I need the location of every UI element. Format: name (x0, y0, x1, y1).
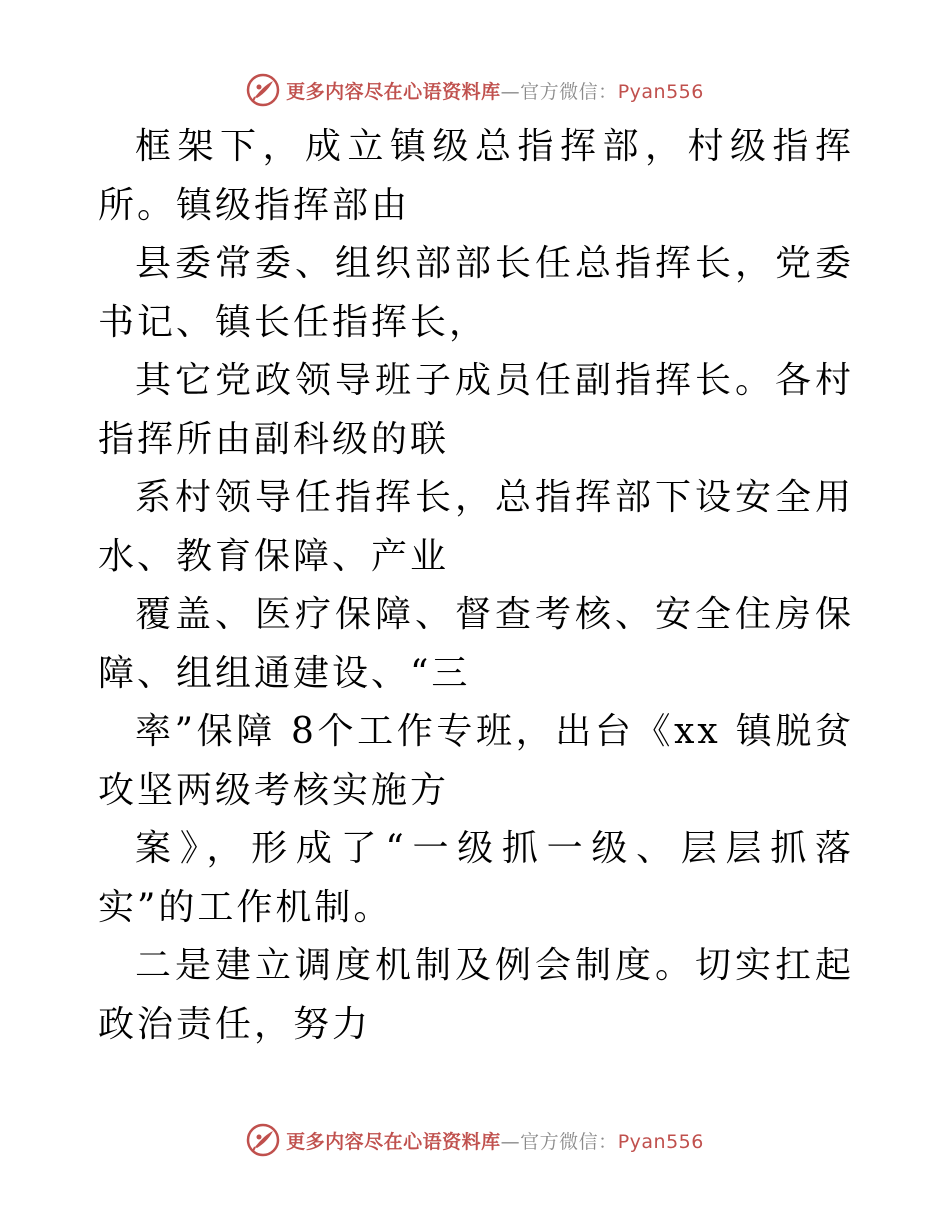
watermark-main: 更多内容尽在心语资料库 (286, 80, 501, 103)
header-watermark (0, 70, 950, 110)
paragraph: 案》，形成了“一级抓一级、层层抓落实”的工作机制。 (98, 828, 854, 928)
watermark-wechat-label: 官方微信： (520, 80, 618, 103)
paragraph: 框架下，成立镇级总指挥部，村级指挥所。镇级指挥部由 (98, 126, 854, 226)
watermark-wechat-label: 官方微信： (520, 1130, 618, 1153)
paragraph: 率”保障 8个工作专班，出台《xx 镇脱贫攻坚两级考核实施方 (98, 711, 854, 811)
paragraph: 二是建立调度机制及例会制度。切实扛起政治责任，努力 (98, 945, 854, 1045)
feather-seal-icon (246, 1123, 280, 1157)
watermark-wechat-id: Pyan556 (617, 80, 704, 103)
document-body (98, 118, 854, 1054)
watermark-text (286, 1127, 704, 1154)
watermark-text (286, 77, 704, 104)
watermark-separator: — (500, 80, 521, 103)
paragraph: 其它党政领导班子成员任副指挥长。各村指挥所由副科级的联 (98, 360, 854, 460)
watermark-separator: — (500, 1130, 521, 1153)
feather-seal-icon (246, 73, 280, 107)
footer-watermark (0, 1120, 950, 1160)
paragraph: 系村领导任指挥长，总指挥部下设安全用水、教育保障、产业 (98, 477, 854, 577)
watermark-wechat-id: Pyan556 (617, 1130, 704, 1153)
paragraph: 县委常委、组织部部长任总指挥长，党委书记、镇长任指挥长， (98, 243, 854, 343)
watermark-main: 更多内容尽在心语资料库 (286, 1130, 501, 1153)
paragraph: 覆盖、医疗保障、督查考核、安全住房保障、组组通建设、“三 (98, 594, 854, 694)
